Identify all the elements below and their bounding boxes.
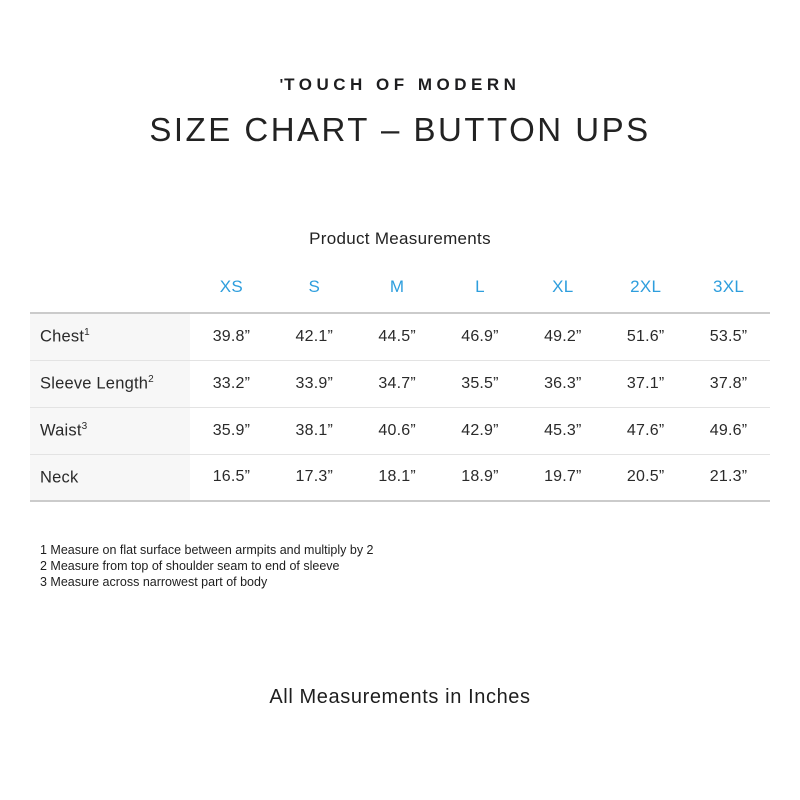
table-row-waist	[30, 407, 770, 454]
measurement-cell: 39.8”	[190, 313, 273, 360]
table-row-sleeve-length	[30, 360, 770, 407]
footnote-line-1: 1 Measure on flat surface between armpits and multiply by 2	[40, 543, 374, 557]
measurement-cell: 38.1”	[273, 407, 356, 454]
measurement-cell: 42.9”	[439, 407, 522, 454]
measurement-cell: 51.6”	[604, 313, 687, 360]
measurement-cell: 21.3”	[687, 454, 770, 501]
size-header-2xl: 2XL	[630, 277, 662, 296]
measurement-cell: 44.5”	[356, 313, 439, 360]
row-label-chest	[30, 313, 190, 360]
measurement-cell: 33.2”	[190, 360, 273, 407]
row-label-sleeve-length	[30, 360, 190, 407]
footnote-line-2: 2 Measure from top of shoulder seam to end of sleeve	[40, 559, 340, 573]
measurement-cell: 36.3”	[521, 360, 604, 407]
row-label-waist	[30, 407, 190, 454]
size-header-spacer	[30, 277, 190, 313]
measurement-cell: 35.5”	[439, 360, 522, 407]
size-header-3xl: 3XL	[712, 277, 745, 296]
measurement-cell: 33.9”	[273, 360, 356, 407]
measurement-cell: 20.5”	[604, 454, 687, 501]
measurement-cell: 35.9”	[190, 407, 273, 454]
row-label-text: Waist	[40, 421, 82, 440]
measurement-cell: 46.9”	[439, 313, 522, 360]
table-row-neck	[30, 454, 770, 501]
measurement-cell: 42.1”	[273, 313, 356, 360]
size-chart-table	[30, 277, 770, 502]
row-label-text: Sleeve Length	[40, 374, 149, 393]
size-header-m: M	[389, 277, 405, 296]
size-header-row	[30, 277, 770, 313]
brand-logo	[0, 0, 800, 95]
measurement-cell: 17.3”	[273, 454, 356, 501]
measurement-cell: 18.1”	[356, 454, 439, 501]
size-header-s: S	[308, 277, 321, 296]
measurement-cell: 49.6”	[687, 407, 770, 454]
row-label-text: Chest	[40, 327, 85, 346]
units-note: All Measurements in Inches	[269, 686, 531, 708]
measurement-cell: 45.3”	[521, 407, 604, 454]
measurement-cell: 40.6”	[356, 407, 439, 454]
footnote-ref: 1	[84, 327, 90, 338]
row-label-text: Neck	[40, 468, 79, 486]
logo-text: TOUCH OF MODERN	[284, 75, 521, 94]
measurement-cell: 49.2”	[521, 313, 604, 360]
footnotes	[40, 542, 800, 590]
table-row-chest	[30, 313, 770, 360]
table-subtitle: Product Measurements	[309, 229, 491, 248]
measurement-cell: 16.5”	[190, 454, 273, 501]
footnote-ref: 2	[148, 373, 154, 385]
row-label-neck	[30, 454, 190, 501]
measurement-cell: 47.6”	[604, 407, 687, 454]
logo-tick-mark: '	[279, 76, 284, 93]
measurement-cell: 34.7”	[356, 360, 439, 407]
footnote-ref: 3	[81, 420, 88, 432]
footnote-line-3: 3 Measure across narrowest part of body	[40, 575, 268, 589]
measurement-cell: 37.1”	[604, 360, 687, 407]
measurement-cell: 19.7”	[521, 454, 604, 501]
measurement-cell: 18.9”	[439, 454, 522, 501]
size-header-xs: XS	[219, 277, 244, 296]
measurement-cell: 53.5”	[687, 313, 770, 360]
measurement-cell: 37.8”	[687, 360, 770, 407]
size-header-xl: XL	[552, 277, 574, 296]
size-header-l: L	[475, 277, 485, 296]
page-title: SIZE CHART – BUTTON UPS	[149, 111, 651, 148]
